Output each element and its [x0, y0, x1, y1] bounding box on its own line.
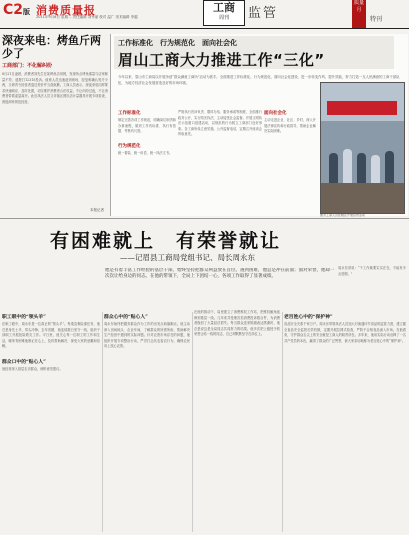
photo-figure: [385, 151, 394, 183]
left-story-byline: 本报记者: [90, 208, 104, 212]
left-story-title: 深夜来电：烤鱼斤两少了: [2, 34, 101, 60]
quality-month-strip: 质量月: [352, 0, 366, 28]
photo-figure: [343, 149, 352, 183]
photo-caption: 图为工商人员在辖区开展宣传活动: [320, 213, 366, 217]
feature-col1-body2: 统一着装、统一用语、统一执法文书。: [118, 150, 173, 155]
feature-column-2: 严格执行首问负责、限时办结、服务承诺等制度，全面推行政务公开，实行阳光执法，主动接受社会监督。开展文明执法示范窗口创建活动，以规范的行为树立工商部门良好形象。各工商所设立意见箱，公开监督电话，定期召开座谈会听取意见。: [178, 110, 262, 137]
column-d-body: 食品安全关系千家万户。周永东带领执法人员加大对流通环节食品的监管力度，建立健全食品安全监管长效机制，定期开展拉网式检查，严防不合格食品流入市场。在他看来，守护群众舌尖上的安全就是工商人的职责所在。多年来，他用实际行动诠释了一名共产党员的本色，赢得了群众的广泛赞誉，被大家亲切地称为老百姓心中的“保护神”。: [284, 322, 406, 343]
section-title: 监管: [248, 6, 279, 21]
special-issue-tag: 特刊: [370, 16, 383, 23]
column-rule: [192, 312, 193, 532]
column-rule: [282, 312, 283, 532]
photo-figure: [371, 155, 380, 183]
weekly-sub: 周刊: [218, 15, 229, 21]
left-story: [2, 34, 108, 214]
feature-title: 眉山工商大力推进工作“三化”: [118, 51, 325, 69]
section-divider: [0, 218, 409, 219]
column-a-body: 在职工眼中，周永东是一位真正的“领头羊”。每逢急难险重任务，他总是身先士卒，带头冲锋。去年汛期，他连续数日坚守一线，组织干部职工开展抢险救灾工作。平日里，他关心每一位职工的工作和生活，哪家有困难他都记在心上，及时帮助解决，深受大家的爱戴和信赖。: [2, 322, 100, 349]
weekly-badge: [203, 0, 245, 26]
page-number: C2版: [3, 2, 31, 18]
column-b-heading: 群众心中的“贴心人”: [104, 314, 148, 320]
main-intro-aside: 周永东常说：“干工作就要实实在在，不能有半点虚假。”: [338, 266, 406, 276]
photo-figure: [357, 153, 366, 183]
column-b-body: 周永东始终把服务群众作为工作的出发点和落脚点。他主动深入田间地头、企业车间，了解群众的所需所盼，帮助解决生产经营中遇到的实际问题。针对农资市场存在的问题，他组织开展专项整治行动，严厉打击坑农害农行为，确保农民用上放心农资。: [104, 322, 190, 349]
article-column-a: [2, 310, 100, 532]
column-a-heading-2: 群众口中的“贴心人”: [2, 358, 46, 365]
main-intro: 他是有着丰富工作经验的基层干部，始终坚持把群众利益放在首位。遇到困难，他总是冲在前面；面对荣誉，他却一次次让给身边的同志。在他的带领下，全局上下团结一心，各项工作取得了显著成绩。: [105, 268, 335, 280]
feature-lede: 今年以来，眉山市工商局以开展争创“群众满意工商所”活动为抓手，全面推进工作标准化、行为规范化、面向社会化建设，进一步转变作风、提升效能，努力打造一支人民满意的工商干部队伍，为地方经济社会发展营造良好的市场环境。: [118, 75, 400, 85]
feature-column-1: [118, 110, 176, 210]
column-a-heading: 职工眼中的“领头羊”: [2, 314, 46, 320]
main-headline: 有困难就上 有荣誉就让: [50, 230, 282, 252]
feature-subhead-conduct: 行为规范化: [118, 143, 141, 149]
feature-col3-body: 主动走进企业、社区、乡村，深入开展法律宣传和行政指导，帮助企业解决实际困难。: [264, 118, 316, 134]
weekly-label: 工商: [213, 1, 235, 14]
left-story-body: 8月21日凌晨，消费者刘先生在某烤鱼店用餐，发现所点烤鱼重量与店家称量不符，遂拨打12315投诉。值班人员迅速赶到现场，经复称确认短斤少两，当即责令经营者退还差价并当面致歉。工商人员表示，深夜来电同样要求快速响应、及时处置，切实维护消费者合法权益，不让纠纷过夜，不让消费者带着委屈离开。此后执法人员又对辖区餐饮店计量器具开展专项检查，督促商家规范经营。: [2, 72, 108, 104]
paper-name: 消费质量报: [36, 4, 96, 17]
feature-kicker: 工作标准化 行为规范化 面向社会化: [118, 38, 237, 47]
feature-subhead-society: 面向社会化: [264, 111, 287, 116]
feature-subhead-standard: 工作标准化: [118, 111, 141, 116]
photo-figure: [329, 153, 338, 183]
main-subhead: ——记眉县工商局党组书记、局长周永东: [120, 253, 255, 262]
masthead-meta: 2011年9月6日 星期二 责任编辑 刘秀丽 校对 温广 美术编辑 李越: [36, 15, 138, 19]
news-photo: [320, 82, 405, 214]
article-column-b: [104, 310, 190, 532]
left-story-subtitle: 工商部门：不化解纠纷: [2, 63, 53, 69]
column-d-heading: 老百姓心中的“保护神”: [284, 314, 333, 320]
feature-column-3: [264, 110, 316, 210]
feature-col1-body: 制定完善各项工作规范，明确岗位职责和办事流程，做到工作有标准、执行有依据、考核有尺度。: [118, 118, 176, 134]
column-a-body-2: 他经常深入基层走访群众，倾听意见建议。: [2, 366, 63, 371]
article-column-c: 在他的推动下，局里建立了消费维权工作站，把维权触角延伸到基层一线。几年来共受理各类消费投诉数百件，为消费者挽回了大量经济损失。每当群众送来锦旗表达感谢时，他总是说这是全局同志共同努力的结果。他多次把上级授予的荣誉让给一线的同志，自己却默默坚守在岗位上。: [194, 310, 280, 337]
photo-banner: [327, 101, 397, 115]
photo-ground: [321, 183, 404, 213]
column-rule: [102, 312, 103, 532]
article-column-d: [284, 310, 406, 532]
masthead-rule: [0, 28, 409, 29]
